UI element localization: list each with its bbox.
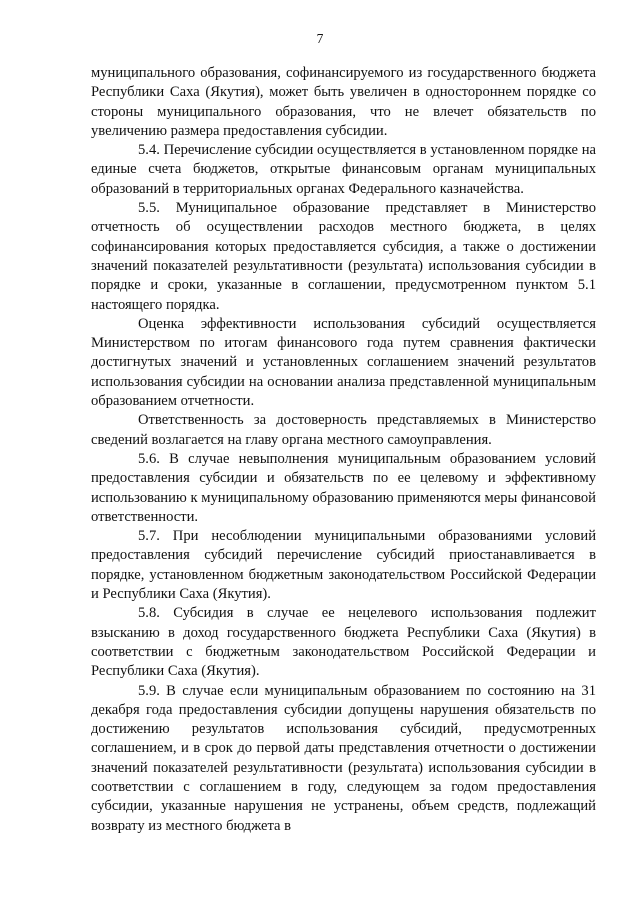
paragraph-continuation: муниципального образования, софинансируемого из государственного бюджета Республики Саха (Якутия), может быть увеличен в одностороннем порядке со стороны муниципального образования, что не влечет обязательств по увеличению размера предоставления субсидии. <box>91 65 596 139</box>
document-body <box>91 64 596 836</box>
paragraph-responsibility: Ответственность за достоверность представляемых в Министерство сведений возлагается на главу органа местного самоуправления. <box>91 412 596 448</box>
paragraph-5-7: 5.7. При несоблюдении муниципальными образованиями условий предоставления субсидий перечисление субсидий приостанавливается в порядке, установленном бюджетным законодательством Российской Федерации и Республики Саха (Якутия). <box>91 528 596 603</box>
paragraph-5-5: 5.5. Муниципальное образование представляет в Министерство отчетность об осуществлении расходов местного бюджета, в целях софинансирования которых предоставляется субсидия, а также о достижении значений показателей результативности (результата) использования субсидии в порядке и сроки, указанные в соглашении, предусмотренном пунктом 5.1 настоящего порядка. <box>91 200 596 313</box>
paragraph-5-8: 5.8. Субсидия в случае ее нецелевого использования подлежит взысканию в доход государственного бюджета Республики Саха (Якутия) в соответствии с бюджетным законодательством Российской Федерации и Республики Саха (Якутия). <box>91 605 596 680</box>
paragraph-5-9: 5.9. В случае если муниципальным образованием по состоянию на 31 декабря года предоставления субсидии допущены нарушения обязательств по достижению результатов использования субсидий, предусмотренных соглашением, и в срок до первой даты представления отчетности о достижении значений показателей результативности (результата) использования субсидии в соответствии с соглашением в году, следующем за годом предоставления субсидии, указанные нарушения не устранены, объем средств, подлежащий возврату из местного бюджета в <box>91 682 596 834</box>
page-number: 7 <box>316 31 324 46</box>
paragraph-efficiency-assessment: Оценка эффективности использования субсидий осуществляется Министерством по итогам финансового года путем сравнения фактически достигнутых значений и установленных соглашением значений результатов использования субсидии на основании анализа представленной муниципальным образованием отчетности. <box>91 315 596 410</box>
paragraph-5-6: 5.6. В случае невыполнения муниципальным образованием условий предоставления субсидии и обязательств по ее целевому и эффективному использованию к муниципальному образованию применяются меры финансовой ответственности. <box>91 450 596 525</box>
paragraph-5-4: 5.4. Перечисление субсидии осуществляется в установленном порядке на единые счета бюджетов, открытые финансовым органам муниципальных образований в территориальных органах Федерального казначейства. <box>91 142 596 197</box>
